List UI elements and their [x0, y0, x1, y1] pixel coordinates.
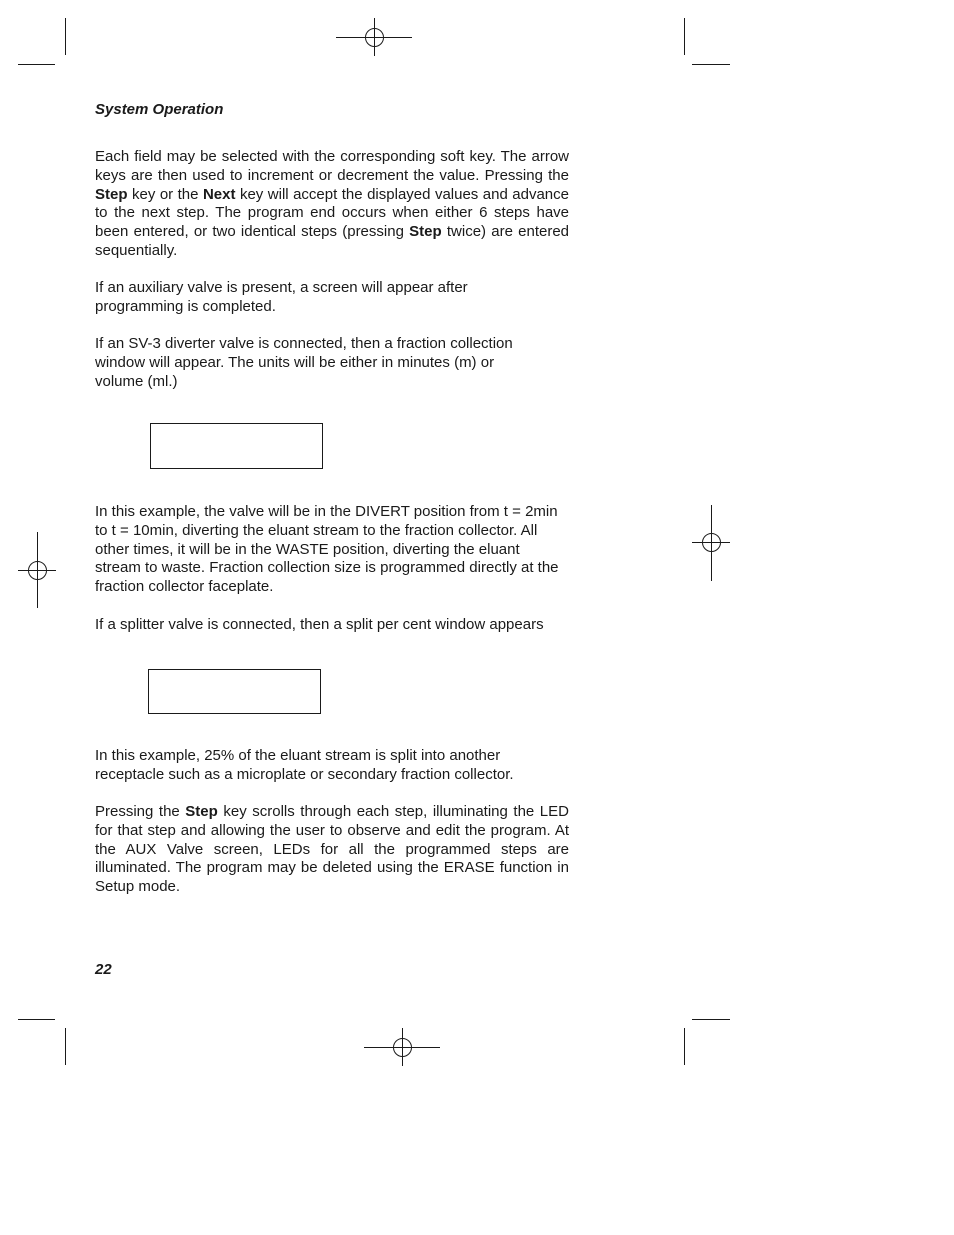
section-title: System Operation: [95, 101, 224, 118]
text-run: key will accept the displayed values and advance to the next step. The program end occurs when either 6 steps have been entered, or two identical steps (pressing: [95, 185, 569, 241]
text-run: key or the: [127, 185, 203, 203]
text-run: Pressing the: [95, 803, 186, 820]
split-percent-window-display: [148, 669, 321, 714]
fraction-collection-window-display: [150, 423, 323, 469]
text-run: key scrolls through each step, illuminating the LED for that step and allowing the user to observe and edit the program. At the AUX Valve screen, LEDs for all the programmed steps are illuminated. The program may be deleted using the ERASE function in Setup mode.: [95, 803, 569, 896]
text-run: Each field may be selected with the corresponding soft key. The arrow keys are then used to increment or decrement the value. Pressing the: [95, 148, 569, 184]
paragraph-aux-valve: If an auxiliary valve is present, a screen will appear after programming is completed.: [95, 279, 468, 315]
paragraph-splitter-valve: If a splitter valve is connected, then a split per cent window appears: [95, 616, 544, 633]
paragraph-step-scroll: [95, 803, 569, 897]
text-run: twice) are entered sequentially.: [95, 223, 570, 259]
paragraph-sv3-diverter: If an SV-3 diverter valve is connected, then a fraction collection window will appear. The units will be either in minutes (m) or volume (ml.): [95, 335, 513, 390]
key-name-step: Step: [95, 185, 128, 203]
key-name-step: Step: [185, 803, 218, 820]
paragraph-split-example: In this example, 25% of the eluant stream is split into another receptacle such as a microplate or secondary fraction collector.: [95, 747, 514, 783]
page-number: 22: [95, 961, 112, 978]
paragraph-soft-keys: [95, 148, 569, 261]
key-name-next: Next: [202, 185, 236, 203]
key-name-step: Step: [409, 223, 442, 241]
paragraph-divert-example: In this example, the valve will be in the DIVERT position from t = 2min to t = 10min, diverting the eluant stream to the fraction collector. All other times, it will be in the WASTE position, diverting the eluant stream to waste. Fraction collection size is programmed directly at the fraction collector faceplate.: [95, 503, 559, 596]
